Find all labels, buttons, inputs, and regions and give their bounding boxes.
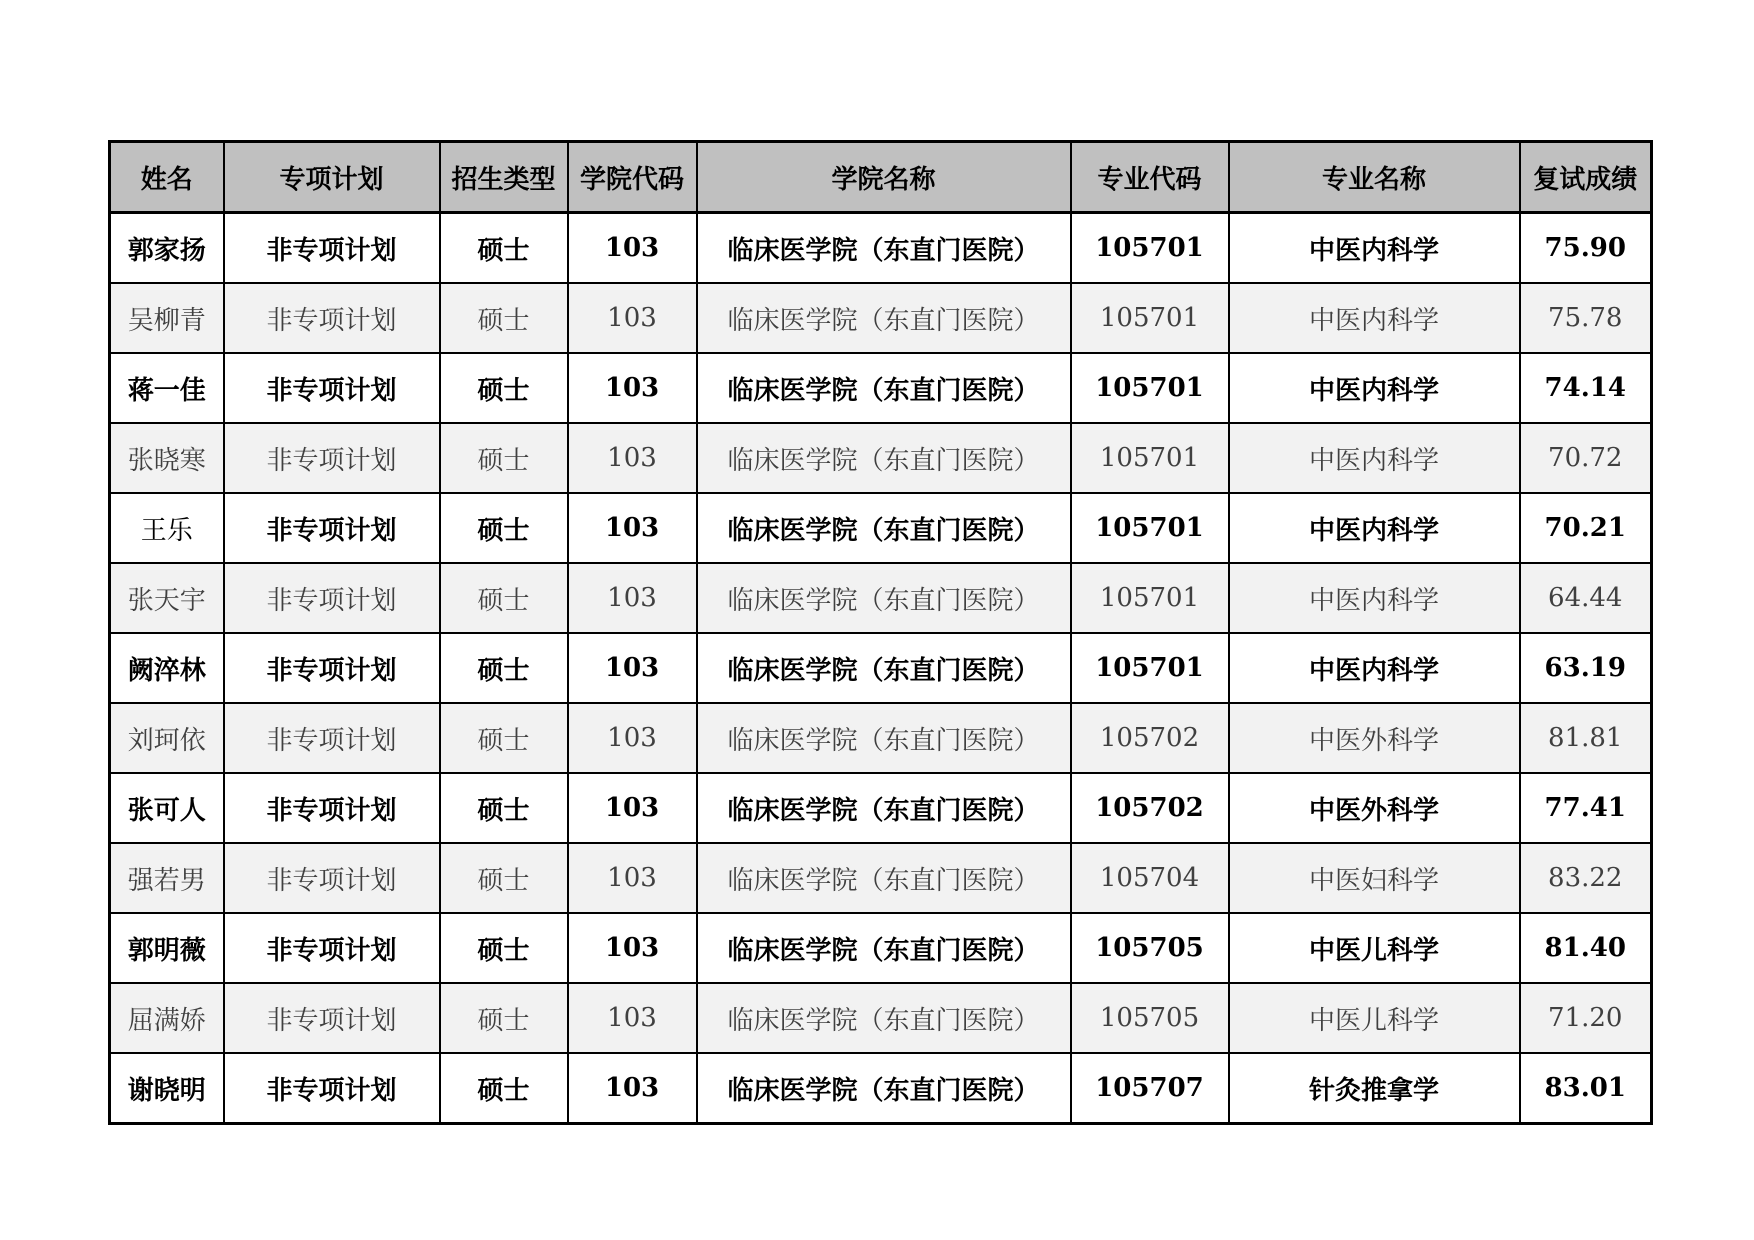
cell-retest-score: 81.81 (1520, 703, 1652, 773)
cell-name: 张可人 (110, 773, 224, 843)
cell-special-plan: 非专项计划 (224, 633, 440, 703)
header-retest-score: 复试成绩 (1520, 142, 1652, 213)
cell-major-name: 中医外科学 (1229, 773, 1520, 843)
cell-college-name: 临床医学院（东直门医院） (697, 843, 1071, 913)
cell-enrollment-type: 硕士 (440, 353, 568, 423)
cell-special-plan: 非专项计划 (224, 423, 440, 493)
table-header (110, 142, 1652, 213)
table-row (110, 563, 1652, 633)
table-row (110, 913, 1652, 983)
header-name: 姓名 (110, 142, 224, 213)
cell-major-name: 中医内科学 (1229, 213, 1520, 284)
cell-college-code: 103 (568, 1053, 697, 1124)
cell-major-name: 中医内科学 (1229, 283, 1520, 353)
cell-retest-score: 83.01 (1520, 1053, 1652, 1124)
cell-special-plan: 非专项计划 (224, 493, 440, 563)
cell-name: 刘珂依 (110, 703, 224, 773)
cell-enrollment-type: 硕士 (440, 213, 568, 284)
cell-college-name: 临床医学院（东直门医院） (697, 633, 1071, 703)
cell-college-name: 临床医学院（东直门医院） (697, 913, 1071, 983)
cell-special-plan: 非专项计划 (224, 563, 440, 633)
cell-enrollment-type: 硕士 (440, 843, 568, 913)
cell-college-code: 103 (568, 913, 697, 983)
cell-major-code: 105701 (1071, 353, 1229, 423)
cell-major-name: 中医内科学 (1229, 493, 1520, 563)
cell-major-code: 105707 (1071, 1053, 1229, 1124)
cell-major-name: 中医儿科学 (1229, 913, 1520, 983)
cell-retest-score: 70.21 (1520, 493, 1652, 563)
header-major-code: 专业代码 (1071, 142, 1229, 213)
header-college-name: 学院名称 (697, 142, 1071, 213)
cell-major-code: 105702 (1071, 773, 1229, 843)
cell-college-name: 临床医学院（东直门医院） (697, 773, 1071, 843)
cell-name: 屈满娇 (110, 983, 224, 1053)
cell-major-code: 105701 (1071, 563, 1229, 633)
table-row (110, 493, 1652, 563)
cell-enrollment-type: 硕士 (440, 913, 568, 983)
cell-major-code: 105701 (1071, 633, 1229, 703)
table-row (110, 843, 1652, 913)
cell-enrollment-type: 硕士 (440, 423, 568, 493)
cell-college-code: 103 (568, 563, 697, 633)
cell-name: 强若男 (110, 843, 224, 913)
cell-enrollment-type: 硕士 (440, 983, 568, 1053)
cell-college-name: 临床医学院（东直门医院） (697, 283, 1071, 353)
cell-retest-score: 74.14 (1520, 353, 1652, 423)
cell-college-name: 临床医学院（东直门医院） (697, 563, 1071, 633)
cell-major-code: 105702 (1071, 703, 1229, 773)
cell-major-code: 105701 (1071, 213, 1229, 284)
cell-major-code: 105701 (1071, 423, 1229, 493)
cell-name: 阙淬林 (110, 633, 224, 703)
cell-name: 吴柳青 (110, 283, 224, 353)
cell-college-name: 临床医学院（东直门医院） (697, 493, 1071, 563)
header-major-name: 专业名称 (1229, 142, 1520, 213)
table-row (110, 703, 1652, 773)
header-enrollment-type: 招生类型 (440, 142, 568, 213)
table-row (110, 1053, 1652, 1124)
cell-college-code: 103 (568, 283, 697, 353)
table-body (110, 213, 1652, 1124)
cell-major-name: 中医儿科学 (1229, 983, 1520, 1053)
cell-major-name: 中医内科学 (1229, 353, 1520, 423)
cell-college-name: 临床医学院（东直门医院） (697, 423, 1071, 493)
cell-enrollment-type: 硕士 (440, 283, 568, 353)
cell-special-plan: 非专项计划 (224, 773, 440, 843)
cell-name: 王乐 (110, 493, 224, 563)
cell-major-name: 针灸推拿学 (1229, 1053, 1520, 1124)
cell-college-code: 103 (568, 983, 697, 1053)
cell-college-code: 103 (568, 633, 697, 703)
cell-college-code: 103 (568, 703, 697, 773)
cell-college-name: 临床医学院（东直门医院） (697, 1053, 1071, 1124)
header-college-code: 学院代码 (568, 142, 697, 213)
cell-college-code: 103 (568, 213, 697, 284)
table-row (110, 353, 1652, 423)
table-row (110, 633, 1652, 703)
cell-college-name: 临床医学院（东直门医院） (697, 983, 1071, 1053)
cell-retest-score: 77.41 (1520, 773, 1652, 843)
table-row (110, 773, 1652, 843)
cell-special-plan: 非专项计划 (224, 983, 440, 1053)
cell-college-code: 103 (568, 423, 697, 493)
cell-retest-score: 81.40 (1520, 913, 1652, 983)
cell-enrollment-type: 硕士 (440, 493, 568, 563)
cell-major-name: 中医内科学 (1229, 423, 1520, 493)
cell-special-plan: 非专项计划 (224, 703, 440, 773)
table-row (110, 213, 1652, 284)
header-row (110, 142, 1652, 213)
cell-special-plan: 非专项计划 (224, 913, 440, 983)
cell-name: 张晓寒 (110, 423, 224, 493)
cell-major-code: 105705 (1071, 913, 1229, 983)
cell-major-name: 中医外科学 (1229, 703, 1520, 773)
table-row (110, 423, 1652, 493)
cell-college-name: 临床医学院（东直门医院） (697, 213, 1071, 284)
table-row (110, 283, 1652, 353)
cell-special-plan: 非专项计划 (224, 353, 440, 423)
cell-name: 郭家扬 (110, 213, 224, 284)
cell-college-code: 103 (568, 493, 697, 563)
cell-retest-score: 75.78 (1520, 283, 1652, 353)
cell-name: 谢晓明 (110, 1053, 224, 1124)
cell-enrollment-type: 硕士 (440, 703, 568, 773)
cell-major-code: 105701 (1071, 493, 1229, 563)
cell-name: 郭明薇 (110, 913, 224, 983)
cell-college-name: 临床医学院（东直门医院） (697, 703, 1071, 773)
header-special-plan: 专项计划 (224, 142, 440, 213)
table-row (110, 983, 1652, 1053)
cell-name: 蒋一佳 (110, 353, 224, 423)
cell-retest-score: 70.72 (1520, 423, 1652, 493)
cell-college-code: 103 (568, 353, 697, 423)
cell-enrollment-type: 硕士 (440, 773, 568, 843)
cell-retest-score: 83.22 (1520, 843, 1652, 913)
results-sheet (108, 140, 1650, 1125)
cell-college-code: 103 (568, 843, 697, 913)
cell-special-plan: 非专项计划 (224, 283, 440, 353)
cell-enrollment-type: 硕士 (440, 633, 568, 703)
cell-retest-score: 64.44 (1520, 563, 1652, 633)
cell-major-name: 中医内科学 (1229, 563, 1520, 633)
cell-retest-score: 75.90 (1520, 213, 1652, 284)
cell-major-name: 中医内科学 (1229, 633, 1520, 703)
cell-major-code: 105701 (1071, 283, 1229, 353)
cell-enrollment-type: 硕士 (440, 1053, 568, 1124)
cell-retest-score: 63.19 (1520, 633, 1652, 703)
cell-major-code: 105705 (1071, 983, 1229, 1053)
cell-major-code: 105704 (1071, 843, 1229, 913)
cell-major-name: 中医妇科学 (1229, 843, 1520, 913)
cell-special-plan: 非专项计划 (224, 213, 440, 284)
cell-college-name: 临床医学院（东直门医院） (697, 353, 1071, 423)
cell-name: 张天宇 (110, 563, 224, 633)
cell-special-plan: 非专项计划 (224, 1053, 440, 1124)
admission-results-table (108, 140, 1653, 1125)
cell-college-code: 103 (568, 773, 697, 843)
cell-special-plan: 非专项计划 (224, 843, 440, 913)
cell-enrollment-type: 硕士 (440, 563, 568, 633)
cell-retest-score: 71.20 (1520, 983, 1652, 1053)
